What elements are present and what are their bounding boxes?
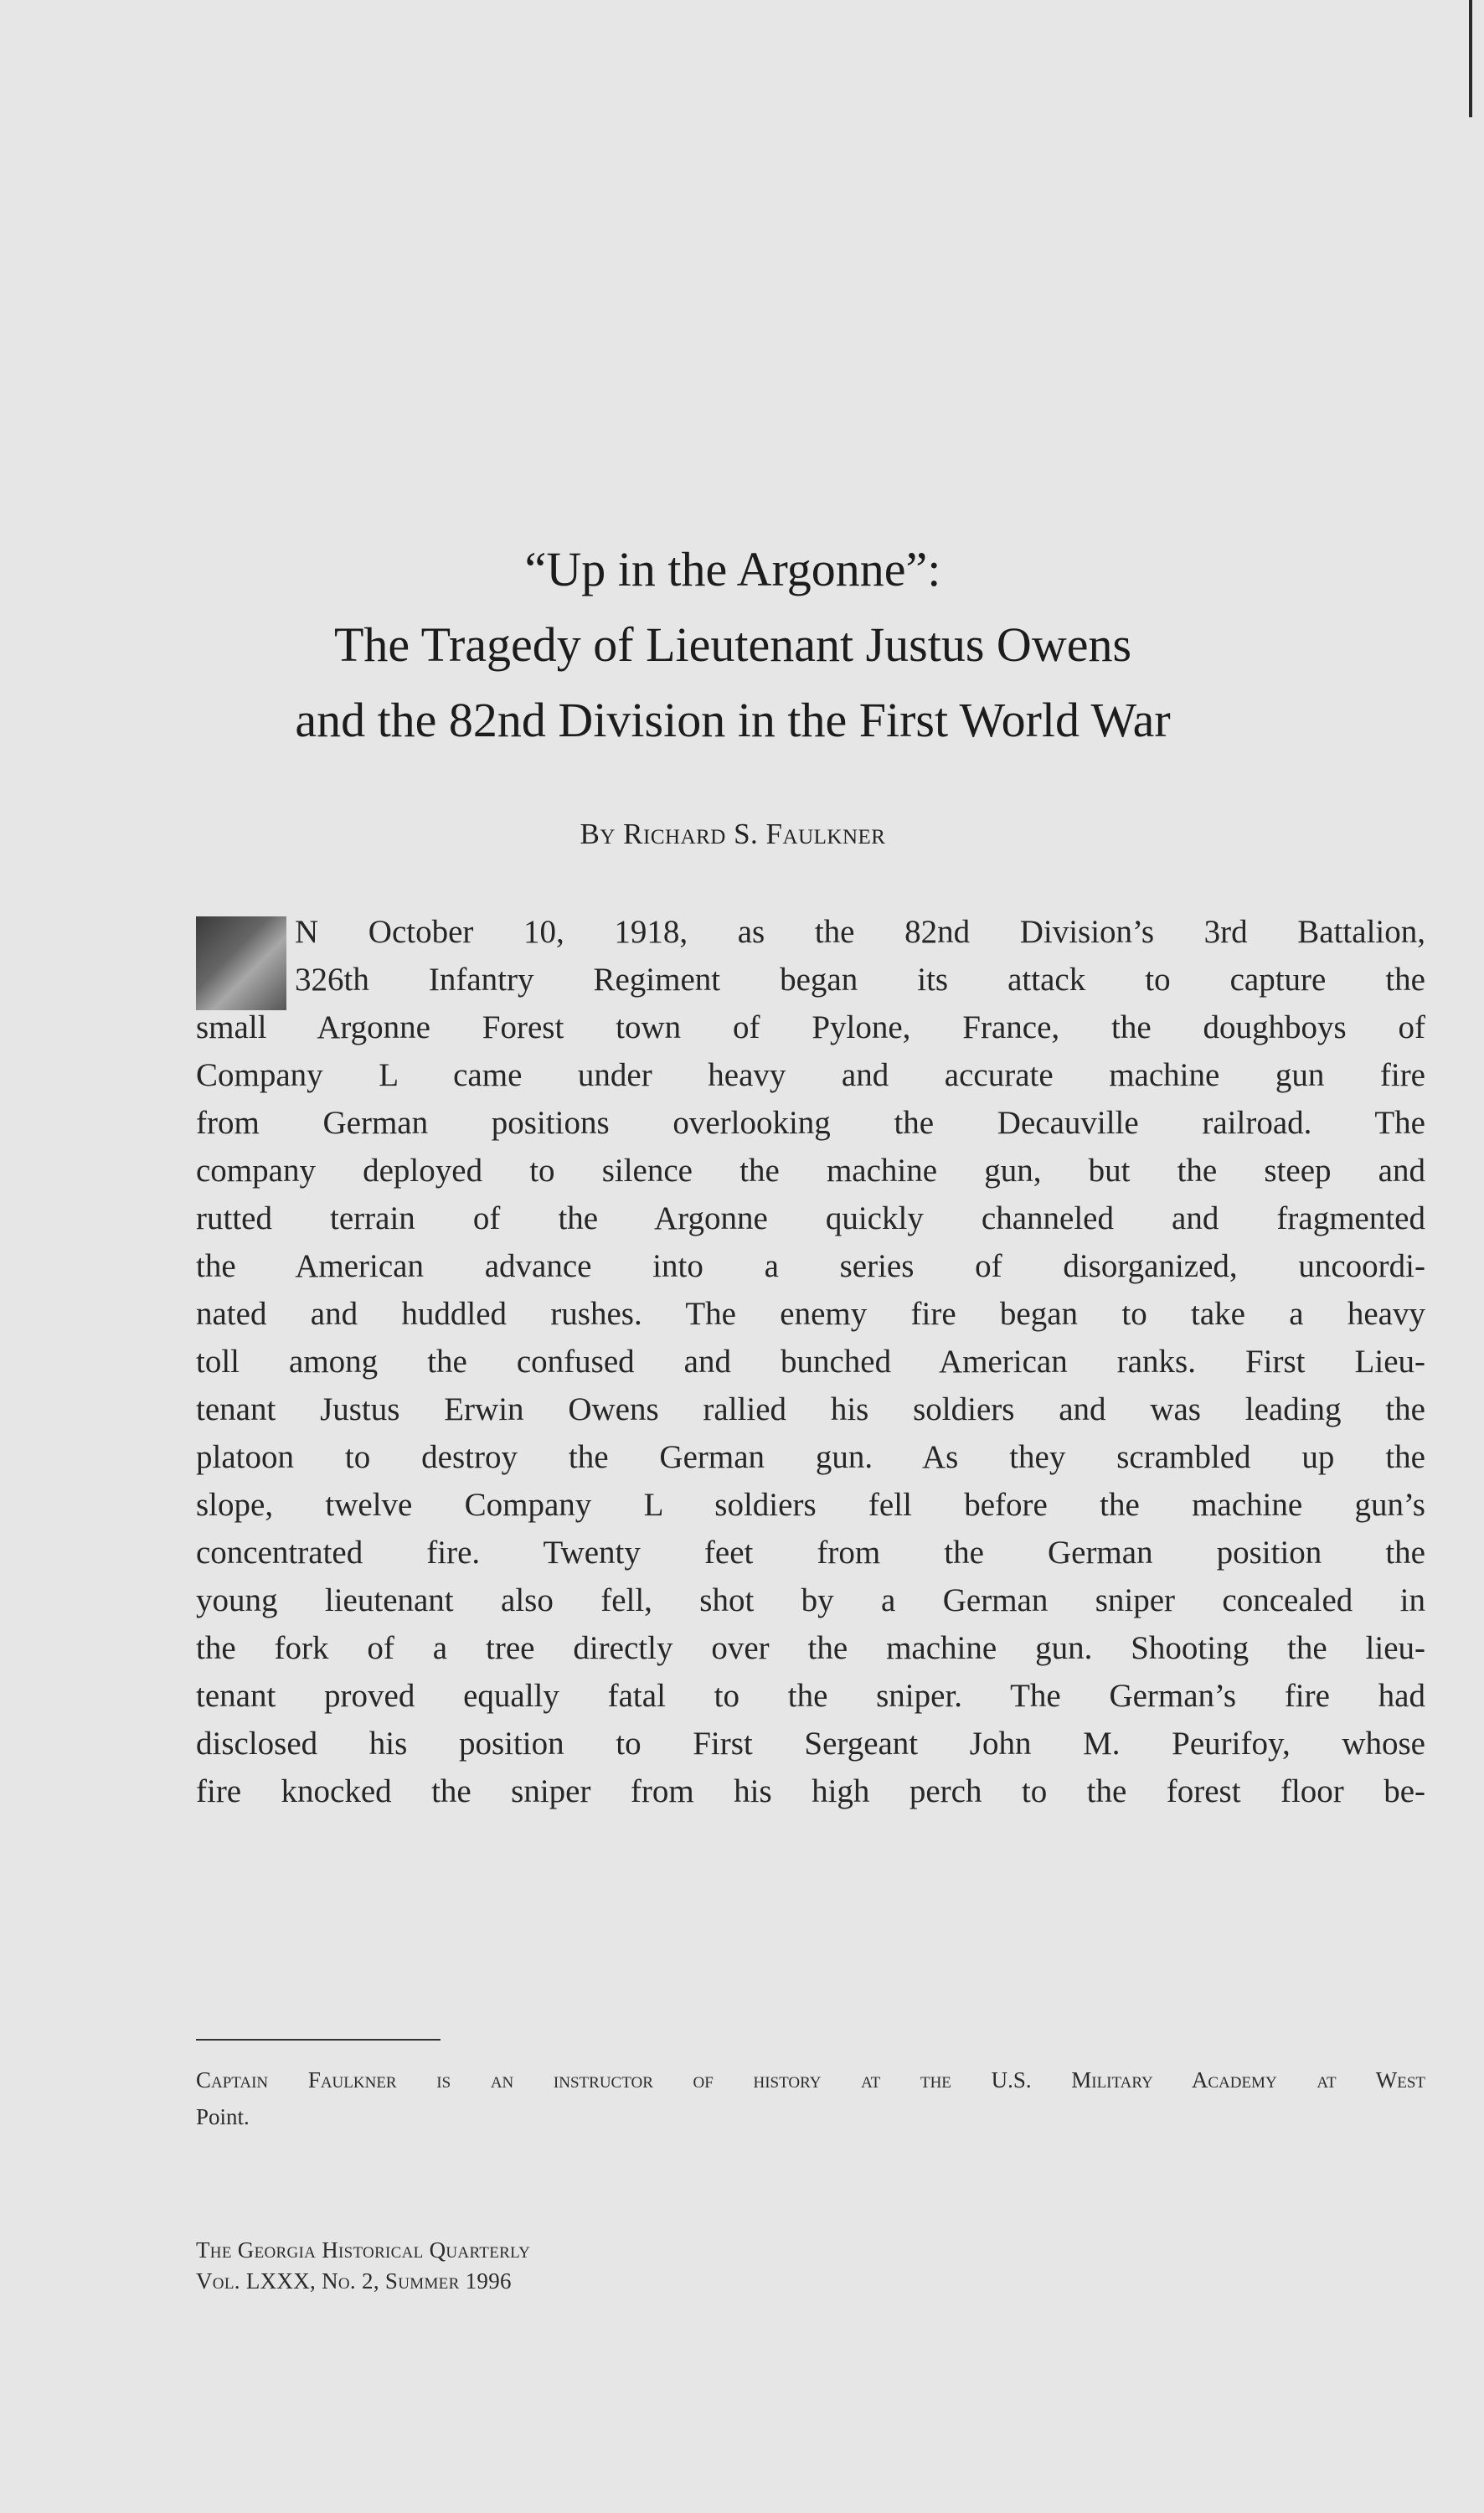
body-line: platoon to destroy the German gun. As they scrambled up the (196, 1439, 1425, 1475)
title-line-2: The Tragedy of Lieutenant Justus Owens (333, 617, 1132, 672)
journal-issue: Vol. LXXX, No. 2, Summer 1996 (196, 2268, 512, 2294)
article-body (196, 908, 1425, 1815)
journal-citation (196, 2235, 530, 2297)
title-line-1: “Up in the Argonne”: (524, 542, 941, 596)
body-line: disclosed his position to First Sergeant John M. Peurifoy, whose (196, 1726, 1425, 1762)
body-line: tenant Justus Erwin Owens rallied his soldiers and was leading the (196, 1391, 1425, 1427)
body-line: the American advance into a series of disorganized, uncoordi- (196, 1248, 1425, 1284)
body-line: toll among the confused and bunched American ranks. First Lieu- (196, 1344, 1425, 1380)
body-line: company deployed to silence the machine gun, but the steep and (196, 1153, 1425, 1189)
footnote-rule (196, 2039, 441, 2041)
title-line-3: and the 82nd Division in the First World War (295, 693, 1171, 747)
footnote-line-2: Point. (196, 2104, 250, 2129)
body-line: Company L came under heavy and accurate machine gun fire (196, 1057, 1425, 1093)
body-line: small Argonne Forest town of Pylone, France, the doughboys of (196, 1009, 1425, 1045)
body-line: tenant proved equally fatal to the sniper. The German’s fire had (196, 1678, 1425, 1714)
body-line: from German positions overlooking the Decauville railroad. The (196, 1105, 1425, 1141)
page-edge-mark (1469, 0, 1472, 117)
body-line: nated and huddled rushes. The enemy fire began to take a heavy (196, 1296, 1425, 1332)
body-line: young lieutenant also fell, shot by a German sniper concealed in (196, 1582, 1425, 1618)
body-line: 326th Infantry Regiment began its attack to capture the (295, 962, 1425, 998)
author-byline (193, 818, 1273, 851)
article-title (193, 532, 1273, 758)
author-footnote (196, 2061, 1425, 2135)
body-line: fire knocked the sniper from his high perch to the forest floor be- (196, 1773, 1425, 1809)
body-line: N October 10, 1918, as the 82nd Division’s 3rd Battalion, (295, 914, 1425, 950)
body-line: the fork of a tree directly over the machine gun. Shooting the lieu- (196, 1630, 1425, 1666)
body-line: slope, twelve Company L soldiers fell before the machine gun’s (196, 1487, 1425, 1523)
body-line: concentrated fire. Twenty feet from the German position the (196, 1535, 1425, 1571)
byline-text: By Richard S. Faulkner (580, 818, 886, 850)
footnote-line-1: Captain Faulkner is an instructor of history at the U.S. Military Academy at West (196, 2067, 1425, 2092)
journal-name: The Georgia Historical Quarterly (196, 2237, 531, 2263)
body-line: rutted terrain of the Argonne quickly channeled and fragmented (196, 1200, 1425, 1236)
